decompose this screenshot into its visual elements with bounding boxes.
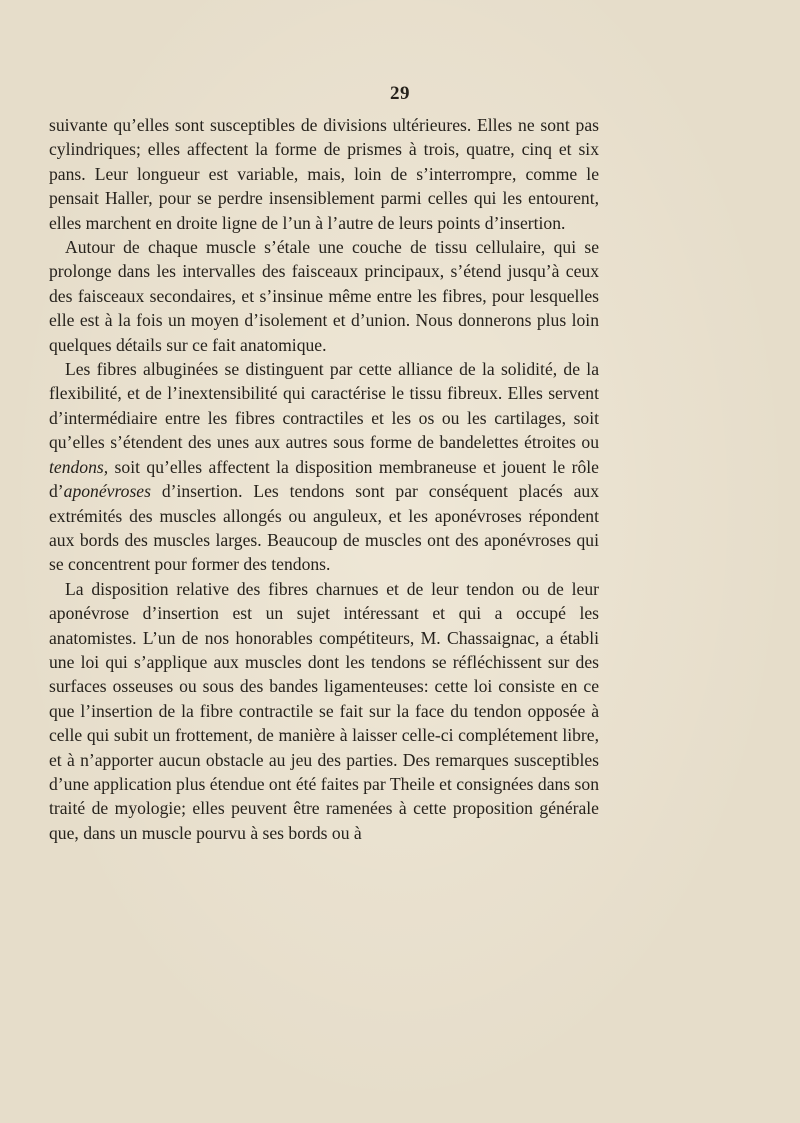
- paragraph: [49, 113, 599, 235]
- body-text: [49, 113, 599, 845]
- paragraph-text: d’insertion. Les tendons sont par conséquent placés aux extrémités des muscles allongés ou anguleux, et les aponévroses répondent aux bords des muscles larges. Beaucoup de muscles ont des aponévroses qui se concentrent pour former des tendons.: [49, 481, 599, 575]
- italic-term: tendons,: [49, 456, 109, 477]
- paragraph-text: suivante qu’elles sont susceptibles de divisions ultérieures. Elles ne sont pas cylindriques; elles affectent la forme de prismes à trois, quatre, cinq et six pans. Leur longueur est variable, mais, loin de s’interrompre, comme le pensait Haller, pour se perdre insensiblement parmi celles qui les entourent, elles marchent en droite ligne de l’un à l’autre de leurs points d’insertion.: [49, 115, 599, 233]
- paragraph: [49, 577, 599, 845]
- italic-term: aponévroses: [63, 481, 151, 502]
- page-number: 29: [390, 83, 410, 104]
- paragraph-text: soit qu’elles affectent la disposition membraneuse et jouent le rôle d’: [49, 456, 599, 502]
- paragraph-text: Les fibres albuginées se distinguent par cette alliance de la solidité, de la flexibilité, et de l’inextensibilité qui caractérise le tissu fibreux. Elles servent d’intermédiaire entre les fibres contractiles et les os ou les cartilages, soit qu’elles s’étendent des unes aux autres sous forme de bandelettes étroites ou: [49, 359, 599, 453]
- paragraph-text: La disposition relative des fibres charnues et de leur tendon ou de leur aponévrose d’insertion est un sujet intéressant et qui a occupé les anatomistes. L’un de nos honorables compétiteurs, M. Chassaignac, a établi une loi qui s’applique aux muscles dont les tendons se réfléchissent sur des surfaces osseuses ou sous des bandes ligamenteuses: cette loi consiste en ce que l’insertion de la fibre contractile se fait sur la face du tendon opposée à celle qui subit un frottement, de manière à laisser celle-ci complétement libre, et à n’apporter aucun obstacle au jeu des parties. Des remarques susceptibles d’une application plus étendue ont été faites par Theile et consignées dans son traité de myologie; elles peuvent être ramenées à cette proposition générale que, dans un muscle pourvu à ses bords ou à: [49, 578, 599, 843]
- paragraph: [49, 357, 599, 577]
- paragraph: [49, 235, 599, 357]
- paragraph-text: Autour de chaque muscle s’étale une couche de tissu cellulaire, qui se prolonge dans les intervalles des faisceaux principaux, s’étend jusqu’à ceux des faisceaux secondaires, et s’insinue même entre les fibres, pour lesquelles elle est à la fois un moyen d’isolement et d’union. Nous donnerons plus loin quelques détails sur ce fait anatomique.: [49, 237, 599, 355]
